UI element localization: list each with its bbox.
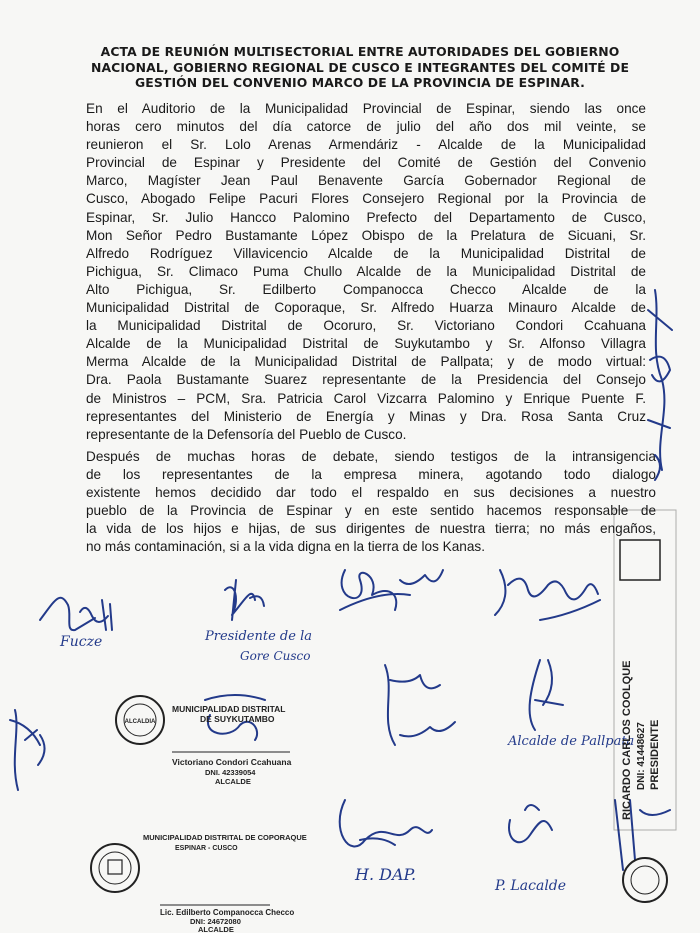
- stamp-suykutambo-dni: DNI. 42339054: [205, 768, 256, 777]
- text-line: reunieron el Sr. Lolo Arenas Armendáriz - Alcalde de la Municipalidad: [86, 137, 646, 153]
- margin-signature: [648, 290, 672, 480]
- text-line: Marco, Magíster Jean Paul Benavente García Gobernador Regional de: [86, 173, 646, 189]
- handwritten-palcalde: P. Lacalde: [495, 878, 567, 894]
- signature-left-rotated: [10, 710, 45, 790]
- text-line: En el Auditorio de la Municipalidad Provincial de Espinar, siendo las once: [86, 101, 646, 116]
- stamp-coporaque-role: ALCALDE: [198, 925, 234, 933]
- handwritten-pallpata: Alcalde de Pallpata: [508, 734, 635, 749]
- text-line: de Ministros – PCM, Sra. Patricia Carol Vizcarra Palomino y Enrique Puente F.: [86, 390, 646, 406]
- text-line: Cusco, Abogado Felipe Pacuri Flores Consejero Regional por la Provincia de: [86, 191, 646, 207]
- signature-4: [495, 570, 600, 620]
- text-line: existente hemos decidido dar todo el respaldo en sus decisiones a nuestro: [86, 485, 656, 501]
- stamp-president-dni: DNI: 41448627: [636, 722, 647, 790]
- stamp-coporaque-dni: DNI: 24672080: [190, 917, 241, 926]
- stamp-president: [614, 510, 676, 830]
- signature-hdap: [340, 800, 432, 846]
- stamp-seal-label: ALCALDIA: [124, 719, 156, 725]
- stamp-suykutambo-name: Victoriano Condori Ccahuana: [172, 757, 292, 767]
- text-line: representante de la Defensoría del Pueblo de Cusco.: [86, 426, 407, 442]
- text-line: no más contaminación, si a la vida digna en la tierra de los Kanas.: [86, 539, 485, 555]
- title-line-1: ACTA DE REUNIÓN MULTISECTORIAL ENTRE AUTORIDADES DEL GOBIERNO: [100, 44, 620, 59]
- stamp-suykutambo-bottom: DE SUYKUTAMBO: [200, 714, 275, 724]
- text-line: de los representantes de la empresa minera, agotando todo dialogo: [86, 467, 656, 483]
- stamp-suykutambo-role: ALCALDE: [215, 777, 251, 786]
- signature-palcalde: [509, 805, 552, 842]
- stamp-suykutambo: [116, 696, 292, 786]
- stamp-coporaque: [91, 833, 307, 933]
- handwritten-presidente: Presidente de la: [205, 629, 312, 644]
- signature-pallpata: [530, 660, 563, 730]
- handwritten-hdap: H. DAP.: [355, 865, 417, 884]
- text-line: la Municipalidad Distrital de Ocoruro, Sr. Victoriano Condori Ccahuana: [86, 318, 646, 334]
- signature-3: [340, 570, 443, 610]
- stamp-president-role: PRESIDENTE: [649, 719, 661, 790]
- stamp-coporaque-sub: ESPINAR - CUSCO: [175, 845, 238, 852]
- text-line: la vida de los hijos e hijas, de sus dirigentes de nuestra tierra; no más engaños,: [86, 521, 656, 537]
- text-line: Después de muchas horas de debate, siendo testigos de la intransigencia: [86, 449, 656, 464]
- text-line: Alcalde de la Municipalidad Distrital de Suykutambo y Sr. Alfonso Villagra: [86, 336, 646, 352]
- handwritten-gore: Gore Cusco: [240, 649, 311, 663]
- text-line: Espinar, Sr. Julio Hancco Palomino Prefecto del Departamento de Cusco,: [86, 209, 646, 225]
- stamp-coporaque-name: Lic. Edilberto Companocca Checco: [160, 908, 295, 917]
- text-line: Alfredo Rodríguez Villavicencio Alcalde de la Municipalidad Distrital de: [86, 245, 646, 261]
- signature-gore: [225, 580, 264, 620]
- text-line: horas cero minutos del día catorce de julio del año dos mil veinte, se: [86, 119, 646, 135]
- stamp-suykutambo-top: MUNICIPALIDAD DISTRITAL: [172, 704, 286, 714]
- text-line: Pichigua, Sr. Climaco Puma Chullo Alcalde de la Municipalidad Distrital de: [86, 263, 646, 279]
- text-line: representantes del Ministerio de Energía y Minas y Dra. Rosa Santa Cruz: [86, 408, 646, 424]
- text-line: Dra. Paola Bustamante Suarez representante de la Presidencia del Consejo: [86, 372, 646, 388]
- text-line: Municipalidad Distrital de Coporaque, Sr. Alfredo Huarza Minauro Alcalde de: [86, 300, 646, 316]
- title-line-3: GESTIÓN DEL CONVENIO MARCO DE LA PROVINCIA DE ESPINAR.: [135, 75, 585, 90]
- text-line: Provincial de Espinar y Presidente del Comité de Gestión del Convenio: [86, 155, 646, 171]
- stamp-bottom-right: [623, 858, 667, 902]
- text-line: Alto Pichigua, Sr. Edilberto Companocca Checco Alcalde de la: [86, 281, 646, 297]
- title-line-2: NACIONAL, GOBIERNO REGIONAL DE CUSCO E INTEGRANTES DEL COMITÉ DE: [90, 59, 630, 75]
- stamp-president-name: RICARDO CARLOS COOLQUE: [621, 660, 633, 820]
- handwritten-fucze: Fucze: [60, 634, 103, 650]
- text-line: Mon Señor Pedro Bustamante López Obispo de la Prelatura de Sicuani, Sr.: [86, 227, 646, 243]
- text-line: pueblo de la Provincia de Espinar y en este sentido hacemos responsable de: [86, 503, 656, 519]
- text-line: Merma Alcalde de la Municipalidad Distrital de Pallpata; y de modo virtual:: [86, 354, 646, 370]
- signature-6: [385, 665, 455, 745]
- signature-fucze: [40, 598, 112, 630]
- stamp-coporaque-top: MUNICIPALIDAD DISTRITAL DE COPORAQUE: [143, 833, 307, 842]
